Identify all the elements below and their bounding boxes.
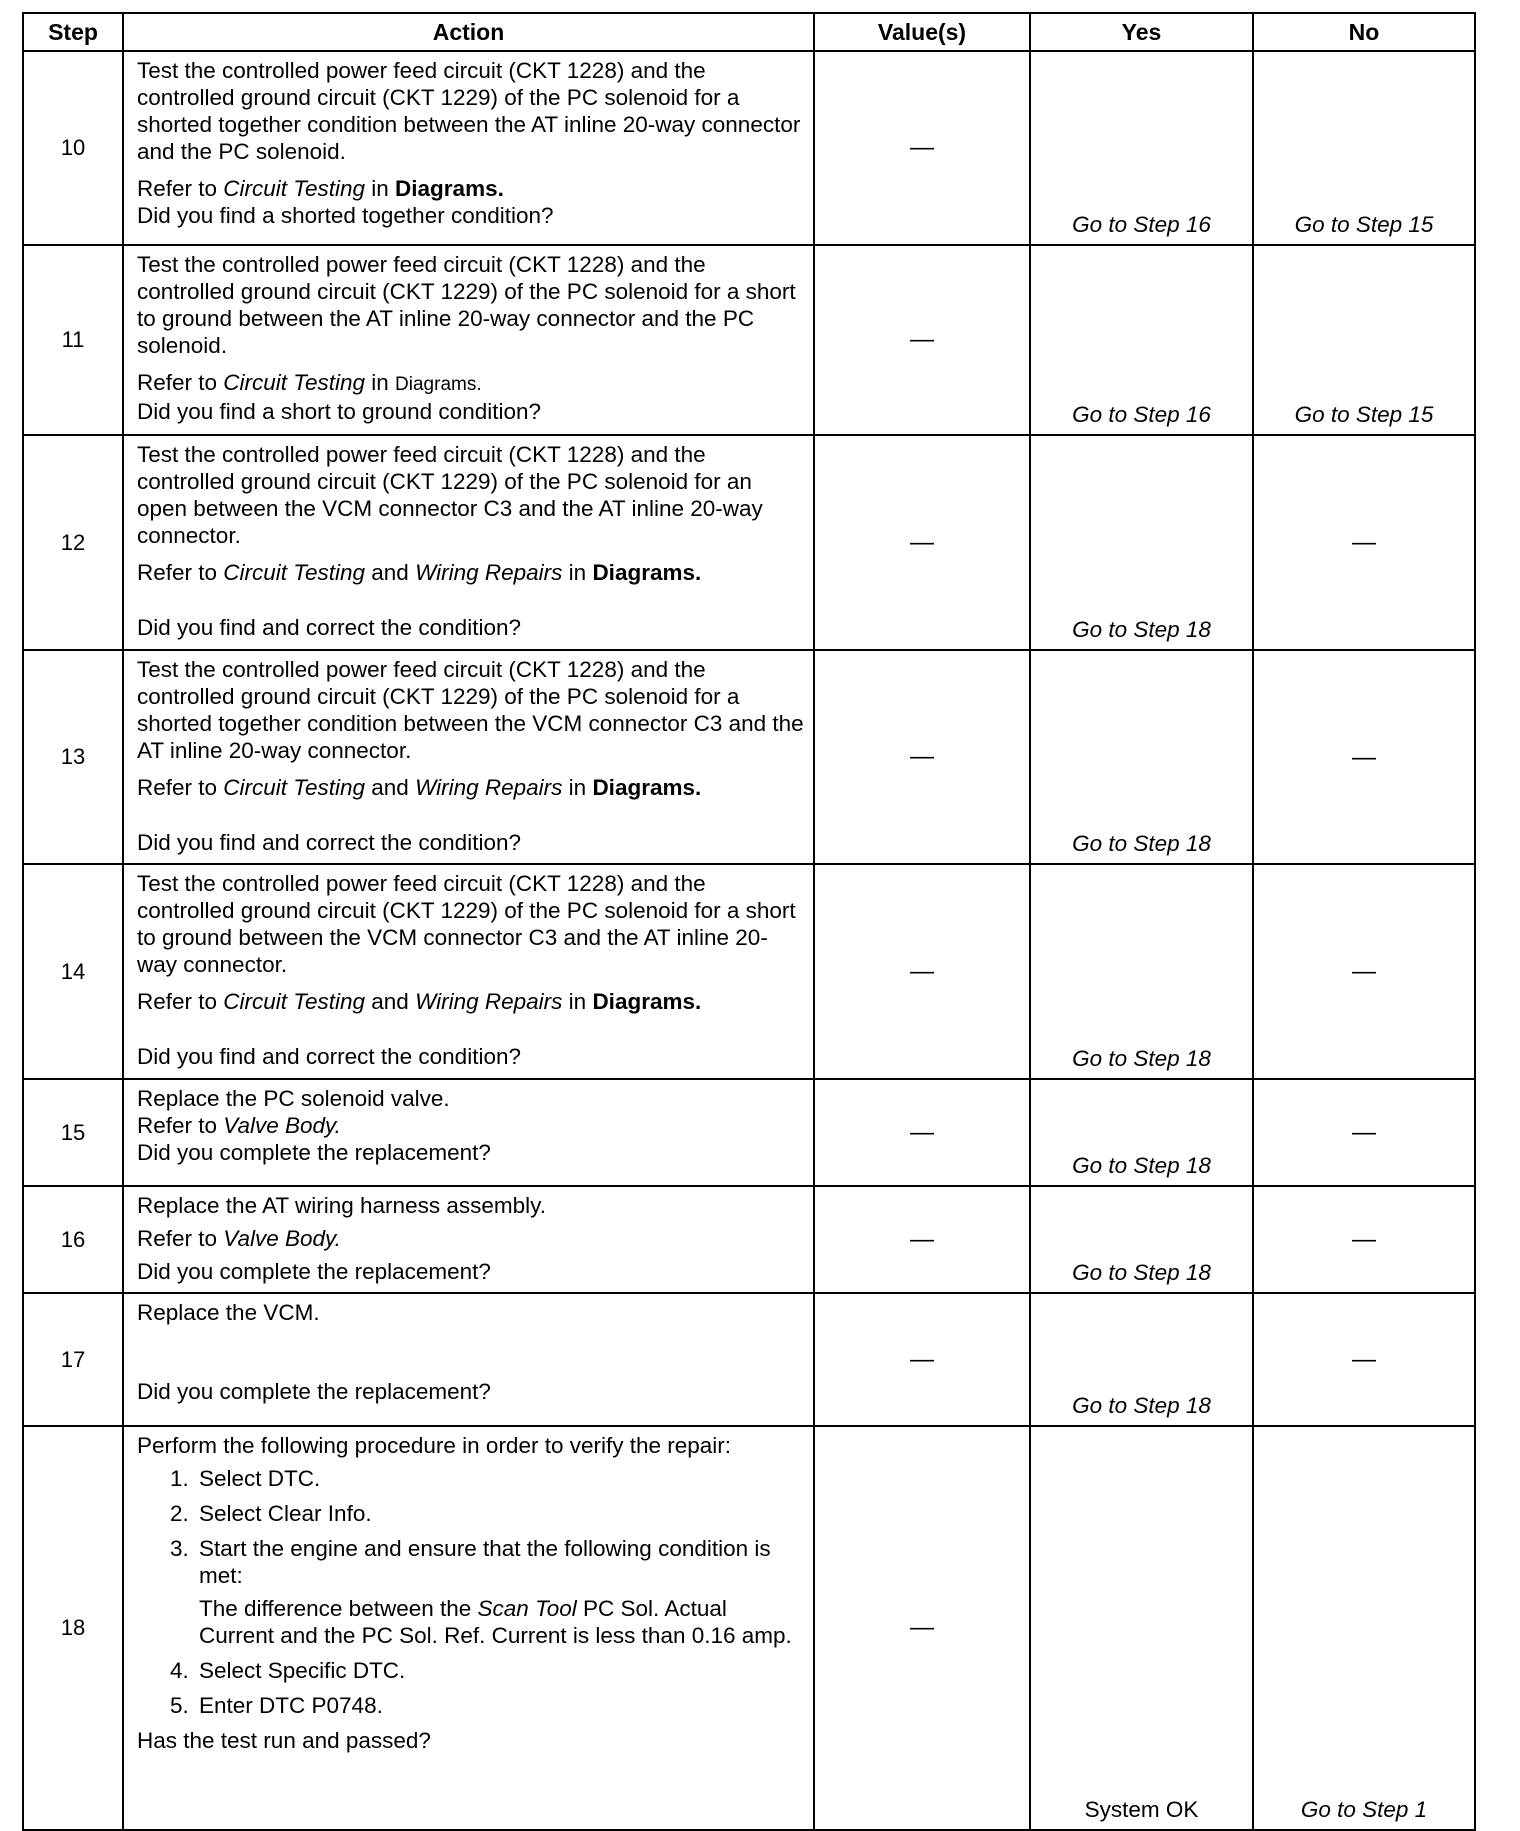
action-text: Test the controlled power feed circuit (CKT 1228) and the controlled ground circuit (CKT 1229) of the PC solenoid for a shorted together condition between the VCM connector C3 and the AT inline 20-way connector. bbox=[137, 657, 804, 763]
step-number: 18 bbox=[23, 1426, 123, 1830]
yes-result: System OK bbox=[1030, 1426, 1253, 1830]
list-item: 5. Enter DTC P0748. bbox=[195, 1692, 805, 1719]
reference-text: Refer to Circuit Testing in Diagrams. bbox=[137, 370, 482, 395]
question-text: Did you complete the replacement? bbox=[137, 1379, 491, 1404]
value-cell: — bbox=[814, 1426, 1030, 1830]
question-text: Did you find and correct the condition? bbox=[137, 615, 521, 640]
reference-text: Refer to Circuit Testing and Wiring Repairs in Diagrams. bbox=[137, 989, 702, 1014]
no-result: Go to Step 15 bbox=[1253, 51, 1475, 245]
yes-result: Go to Step 16 bbox=[1030, 245, 1253, 435]
header-no: No bbox=[1253, 13, 1475, 51]
yes-result: Go to Step 18 bbox=[1030, 864, 1253, 1079]
action-text: Replace the PC solenoid valve. bbox=[137, 1086, 450, 1111]
action-cell bbox=[123, 245, 814, 435]
question-text: Did you find and correct the condition? bbox=[137, 1044, 521, 1069]
reference-text: Refer to Circuit Testing and Wiring Repairs in Diagrams. bbox=[137, 560, 702, 585]
no-result: — bbox=[1253, 650, 1475, 864]
action-cell bbox=[123, 864, 814, 1079]
reference-text: Refer to Valve Body. bbox=[137, 1226, 341, 1251]
header-action: Action bbox=[123, 13, 814, 51]
value-cell: — bbox=[814, 650, 1030, 864]
header-step: Step bbox=[23, 13, 123, 51]
no-result: — bbox=[1253, 1079, 1475, 1186]
table-row bbox=[23, 1293, 1475, 1426]
value-cell: — bbox=[814, 245, 1030, 435]
action-text: Test the controlled power feed circuit (CKT 1228) and the controlled ground circuit (CKT 1229) of the PC solenoid for a short to ground between the VCM connector C3 and the AT inline 20-way connector. bbox=[137, 871, 796, 977]
step-number: 13 bbox=[23, 650, 123, 864]
question-text: Did you complete the replacement? bbox=[137, 1140, 491, 1165]
value-cell: — bbox=[814, 51, 1030, 245]
yes-result: Go to Step 18 bbox=[1030, 1293, 1253, 1426]
step-number: 14 bbox=[23, 864, 123, 1079]
action-text: Replace the VCM. bbox=[137, 1300, 320, 1325]
step-number: 10 bbox=[23, 51, 123, 245]
no-result: Go to Step 1 bbox=[1253, 1426, 1475, 1830]
value-cell: — bbox=[814, 864, 1030, 1079]
condition-text: The difference between the Scan Tool PC Sol. Actual Current and the PC Sol. Ref. Current is less than 0.16 amp. bbox=[199, 1596, 792, 1648]
procedure-list bbox=[137, 1465, 805, 1719]
table-row bbox=[23, 1079, 1475, 1186]
yes-result: Go to Step 18 bbox=[1030, 650, 1253, 864]
reference-text: Refer to Valve Body. bbox=[137, 1113, 341, 1138]
header-values: Value(s) bbox=[814, 13, 1030, 51]
action-cell bbox=[123, 1079, 814, 1186]
no-result: — bbox=[1253, 1186, 1475, 1293]
action-text: Perform the following procedure in order to verify the repair: bbox=[137, 1433, 732, 1458]
step-number: 12 bbox=[23, 435, 123, 650]
list-item: 1. Select DTC. bbox=[195, 1465, 805, 1492]
question-text: Did you find a shorted together condition? bbox=[137, 203, 554, 228]
action-text: Test the controlled power feed circuit (CKT 1228) and the controlled ground circuit (CKT 1229) of the PC solenoid for a short to ground between the AT inline 20-way connector and the PC solenoid. bbox=[137, 252, 796, 358]
no-result: Go to Step 15 bbox=[1253, 245, 1475, 435]
action-text: Test the controlled power feed circuit (CKT 1228) and the controlled ground circuit (CKT 1229) of the PC solenoid for an open between the VCM connector C3 and the AT inline 20-way connector. bbox=[137, 442, 763, 548]
value-cell: — bbox=[814, 435, 1030, 650]
reference-text: Refer to Circuit Testing in Diagrams. bbox=[137, 176, 504, 201]
yes-result: Go to Step 16 bbox=[1030, 51, 1253, 245]
value-cell: — bbox=[814, 1079, 1030, 1186]
action-cell bbox=[123, 1426, 814, 1830]
table-row bbox=[23, 435, 1475, 650]
list-item: 3. Start the engine and ensure that the following condition is met: The difference between the Scan Tool PC Sol. Actual Current and the PC Sol. Ref. Current is less than 0.16 amp. bbox=[195, 1535, 805, 1649]
action-cell bbox=[123, 51, 814, 245]
yes-result: Go to Step 18 bbox=[1030, 1186, 1253, 1293]
diagnostic-table bbox=[22, 12, 1476, 1831]
action-cell bbox=[123, 650, 814, 864]
yes-result: Go to Step 18 bbox=[1030, 1079, 1253, 1186]
reference-text: Refer to Circuit Testing and Wiring Repairs in Diagrams. bbox=[137, 775, 702, 800]
value-cell: — bbox=[814, 1186, 1030, 1293]
table-row bbox=[23, 1426, 1475, 1830]
header-row bbox=[23, 13, 1475, 51]
step-number: 15 bbox=[23, 1079, 123, 1186]
question-text: Did you find and correct the condition? bbox=[137, 830, 521, 855]
yes-result: Go to Step 18 bbox=[1030, 435, 1253, 650]
table-row bbox=[23, 51, 1475, 245]
value-cell: — bbox=[814, 1293, 1030, 1426]
action-cell bbox=[123, 1186, 814, 1293]
action-cell bbox=[123, 1293, 814, 1426]
list-item: 2. Select Clear Info. bbox=[195, 1500, 805, 1527]
header-yes: Yes bbox=[1030, 13, 1253, 51]
table-row bbox=[23, 245, 1475, 435]
table-row bbox=[23, 650, 1475, 864]
step-number: 16 bbox=[23, 1186, 123, 1293]
step-number: 11 bbox=[23, 245, 123, 435]
table-row bbox=[23, 864, 1475, 1079]
action-cell bbox=[123, 435, 814, 650]
list-item: 4. Select Specific DTC. bbox=[195, 1657, 805, 1684]
question-text: Did you complete the replacement? bbox=[137, 1259, 491, 1284]
step-number: 17 bbox=[23, 1293, 123, 1426]
no-result: — bbox=[1253, 864, 1475, 1079]
table-row bbox=[23, 1186, 1475, 1293]
question-text: Did you find a short to ground condition? bbox=[137, 399, 542, 424]
action-text: Replace the AT wiring harness assembly. bbox=[137, 1193, 546, 1218]
no-result: — bbox=[1253, 435, 1475, 650]
question-text: Has the test run and passed? bbox=[137, 1728, 431, 1753]
action-text: Test the controlled power feed circuit (CKT 1228) and the controlled ground circuit (CKT 1229) of the PC solenoid for a shorted together condition between the AT inline 20-way connector and the PC solenoid. bbox=[137, 58, 801, 164]
no-result: — bbox=[1253, 1293, 1475, 1426]
